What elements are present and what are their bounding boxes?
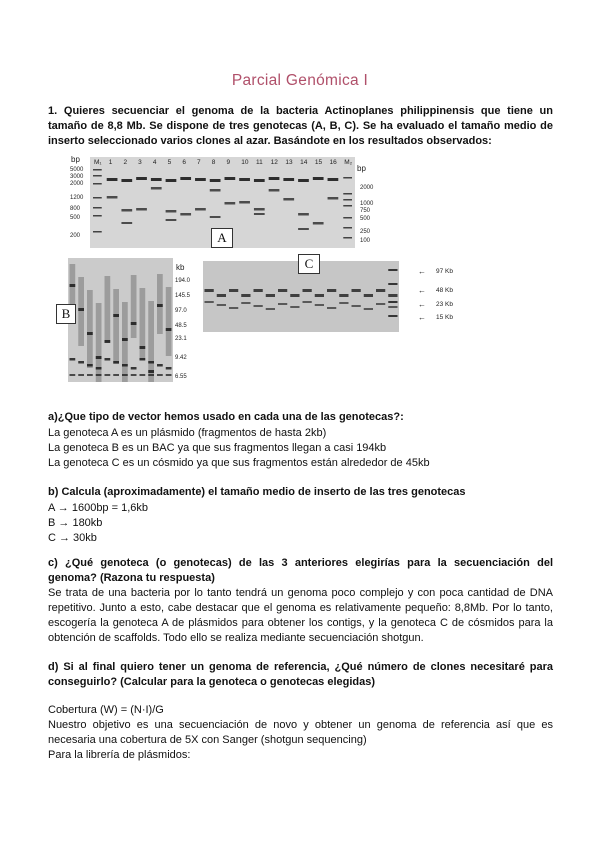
vector-band <box>388 306 397 308</box>
gel-b-image <box>68 258 173 382</box>
ladder-band <box>388 283 397 285</box>
answer-b-line: C → 30kb <box>48 532 97 544</box>
insert-band <box>364 294 373 297</box>
lane-label: 2 <box>123 159 128 166</box>
ladder-band <box>93 215 102 217</box>
question-c-line: genoma? (Razona tu respuesta) <box>48 572 215 584</box>
vector-band <box>278 303 287 305</box>
vector-band <box>151 178 162 181</box>
insert-band <box>180 213 191 216</box>
vector-band <box>166 367 172 370</box>
vector-band <box>96 367 102 370</box>
front-band <box>96 374 102 376</box>
size-marker-label: 500 <box>70 215 81 221</box>
vector-band <box>328 178 339 181</box>
insert-band <box>290 294 299 297</box>
size-marker-label: 2000 <box>70 181 84 187</box>
answer-d-line: necesaria una cobertura de 5X con Sanger (shotgun sequencing) <box>48 734 367 746</box>
ladder-band <box>388 269 397 271</box>
size-marker-label: 1000 <box>360 201 374 207</box>
ladder-band <box>93 183 102 185</box>
vector-band <box>225 177 236 180</box>
size-marker-label: 23 Kb <box>436 301 453 308</box>
insert-band <box>315 294 324 297</box>
vector-band <box>290 306 299 308</box>
lane-label: 13 <box>285 159 293 166</box>
vector-band <box>229 307 238 309</box>
answer-d-line: Nuestro objetivo es una secuenciación de novo y obtener un genoma de referencia así que es <box>48 719 553 731</box>
size-marker-label: 200 <box>70 233 81 239</box>
vector-band <box>283 178 294 181</box>
gel-a-left-unit: bp <box>71 155 80 164</box>
vector-band <box>266 308 275 310</box>
vector-band <box>303 301 312 303</box>
vector-band <box>315 304 324 306</box>
lane-label: 6 <box>182 159 186 166</box>
vector-band <box>157 364 163 367</box>
vector-band <box>254 305 263 307</box>
insert-band <box>166 219 177 221</box>
lane-smear <box>105 276 111 342</box>
size-marker-label: 23.1 <box>175 336 187 342</box>
vector-band <box>122 364 128 367</box>
question-1-line: 1. Quieres secuenciar el genoma de la bacteria Actinoplanes philippinensis que tiene un <box>48 105 553 117</box>
lane-smear <box>78 277 84 346</box>
answer-c-line: repetitivo. Junto a esto, cabe destacar que el genoma es relativamente pequeño: 8,8Mb. Por lo tanto, <box>48 602 553 614</box>
lane-label: 9 <box>226 159 231 166</box>
size-marker-label: 15 Kb <box>436 314 453 321</box>
lane-label: 8 <box>211 159 216 166</box>
insert-band <box>96 356 102 359</box>
lane-smear <box>113 289 119 364</box>
insert-band <box>303 289 312 292</box>
ladder-band <box>343 237 352 239</box>
insert-band <box>254 213 265 215</box>
front-band <box>70 374 76 376</box>
insert-band <box>327 289 336 292</box>
insert-band <box>269 189 280 192</box>
vector-band <box>131 367 137 370</box>
vector-band <box>195 178 206 181</box>
gel-a-label: A <box>211 228 233 248</box>
lane-smear <box>166 287 172 356</box>
lane-label: 1 <box>108 159 113 166</box>
answer-b-line: B → 180kb <box>48 517 103 529</box>
front-band <box>122 374 128 376</box>
question-c <box>48 556 553 646</box>
lane-smear <box>148 301 154 382</box>
insert-band <box>376 289 385 292</box>
insert-band <box>298 213 309 216</box>
size-marker-label: 48.5 <box>175 323 187 329</box>
gel-b-label: B <box>56 304 76 324</box>
lane-label: 10 <box>241 159 249 166</box>
insert-band <box>148 370 154 373</box>
vector-band <box>121 179 132 182</box>
front-band <box>131 374 137 376</box>
arrow-left-icon: ← <box>418 286 426 295</box>
ladder-band <box>388 301 397 303</box>
size-marker-label: 48 Kb <box>436 287 453 294</box>
lane-label: 14 <box>300 159 308 166</box>
insert-band <box>166 328 172 331</box>
ladder-band <box>93 197 102 199</box>
vector-band <box>364 308 373 310</box>
vector-band <box>217 304 226 306</box>
gel-a-right-unit: bp <box>357 164 366 173</box>
insert-band <box>122 338 128 341</box>
vector-band <box>148 361 154 364</box>
gel-b-unit: kb <box>176 263 185 272</box>
vector-band <box>205 301 214 303</box>
vector-band <box>105 358 111 361</box>
lane-smear <box>131 275 137 338</box>
lane-smear <box>140 288 146 360</box>
insert-band <box>113 314 119 317</box>
insert-band <box>166 210 177 213</box>
insert-band <box>225 202 236 205</box>
insert-band <box>210 216 221 218</box>
question-b <box>48 485 553 546</box>
ladder-band <box>343 205 352 207</box>
insert-band <box>136 208 147 211</box>
insert-band <box>239 201 250 204</box>
size-marker-label: 1200 <box>70 195 84 201</box>
ladder-band <box>93 207 102 209</box>
answer-b-line: A → 1600bp = 1,6kb <box>48 502 148 514</box>
arrow-left-icon: ← <box>418 300 426 309</box>
size-marker-label: 145.5 <box>175 293 191 299</box>
arrow-left-icon: ← <box>418 267 426 276</box>
vector-band <box>313 177 324 180</box>
question-1-line: tamaño de 8,8 Mb. Se dispone de tres genotecas (A, B, C). Se ha evaluado el tamaño medio de <box>48 120 553 132</box>
insert-band <box>140 346 146 349</box>
front-band <box>140 374 146 376</box>
vector-band <box>239 178 250 181</box>
question-d-line: conseguirlo? (Calcular para la genoteca o genotecas elegidas) <box>48 676 376 688</box>
vector-band <box>269 177 280 180</box>
question-a-text: a)¿Que tipo de vector hemos usado en cada una de las genotecas?: <box>48 411 404 423</box>
answer-a-line: La genoteca B es un BAC ya que sus fragmentos llegan a casi 194kb <box>48 442 387 454</box>
size-marker-label: 100 <box>360 238 371 244</box>
insert-band <box>107 196 118 199</box>
vector-band <box>376 303 385 305</box>
insert-band <box>266 294 275 297</box>
front-band <box>87 374 93 376</box>
insert-band <box>229 289 238 292</box>
lane-label: 12 <box>270 159 278 166</box>
lane-smear <box>87 290 93 368</box>
arrow-left-icon: ← <box>418 313 426 322</box>
ladder-band <box>343 227 352 229</box>
insert-band <box>241 294 250 297</box>
answer-a-line: La genoteca A es un plásmido (fragmentos de hasta 2kb) <box>48 427 327 439</box>
insert-band <box>205 289 214 292</box>
insert-band <box>339 294 348 297</box>
size-marker-label: 250 <box>360 229 371 235</box>
size-marker-label: 750 <box>360 208 371 214</box>
size-marker-label: 2000 <box>360 185 374 191</box>
formula: Cobertura (W) = (N·I)/G <box>48 704 164 716</box>
insert-band <box>105 340 111 343</box>
insert-band <box>352 289 361 292</box>
lane-label: 5 <box>167 159 172 166</box>
question-1 <box>48 104 553 149</box>
vector-band <box>87 364 93 367</box>
size-marker-label: 9.42 <box>175 355 187 361</box>
insert-band <box>151 187 162 190</box>
insert-band <box>210 189 221 192</box>
lane-smear <box>96 303 102 382</box>
size-marker-label: 5000 <box>70 167 84 173</box>
lane-label: 15 <box>314 159 323 166</box>
size-marker-label: 800 <box>70 206 81 212</box>
vector-band <box>140 358 146 361</box>
ladder-band <box>343 177 352 179</box>
front-band <box>166 374 172 376</box>
lane-label: 11 <box>255 159 263 166</box>
insert-band <box>78 308 84 311</box>
size-marker-label: 3000 <box>70 174 84 180</box>
lane-label: 7 <box>197 159 201 166</box>
gel-c-label: C <box>298 254 320 274</box>
insert-band <box>328 197 339 200</box>
lane-smear <box>122 302 128 382</box>
answer-c-line: escogería la genoteca A de plásmidos para obtener los contigs, y la genoteca C de cósmidos para la <box>48 617 553 629</box>
lane-label: M₁ <box>94 159 102 166</box>
size-marker-label: 194.0 <box>175 278 191 284</box>
answer-c-line: obtención de scaffolds. Todo ello se realiza mediante secuenciación shotgun. <box>48 632 424 644</box>
insert-band <box>70 284 76 287</box>
insert-band <box>157 304 163 307</box>
insert-band <box>195 208 206 211</box>
vector-band <box>254 179 265 182</box>
front-band <box>157 374 163 376</box>
vector-band <box>107 178 118 181</box>
ladder-band <box>343 199 352 201</box>
vector-band <box>298 179 309 182</box>
insert-band <box>121 222 132 224</box>
ladder-band <box>93 169 102 171</box>
question-b-text: b) Calcula (aproximadamente) el tamaño medio de inserto de las tres genotecas <box>48 486 466 498</box>
question-d <box>48 660 553 763</box>
insert-band <box>388 294 397 297</box>
front-band <box>148 374 154 376</box>
lane-label: 4 <box>152 159 157 166</box>
vector-band <box>136 177 147 180</box>
insert-band <box>298 228 309 230</box>
page-title: Parcial Genómica I <box>231 72 369 89</box>
lane-label: 3 <box>138 159 142 166</box>
size-marker-label: 97 Kb <box>436 268 453 275</box>
front-band <box>105 374 111 376</box>
vector-band <box>210 179 221 182</box>
ladder-band <box>93 175 102 177</box>
insert-band <box>254 289 263 292</box>
question-a <box>48 410 553 471</box>
vector-band <box>339 302 348 304</box>
question-c-line: c) ¿Qué genoteca (o genotecas) de las 3 anteriores elegirías para la secuenciación del <box>48 557 553 569</box>
insert-band <box>254 208 265 211</box>
answer-d-line: Para la librería de plásmidos: <box>48 749 191 761</box>
ladder-band <box>93 231 102 233</box>
size-marker-label: 97.0 <box>175 308 187 314</box>
question-a-prompt <box>48 410 553 425</box>
vector-band <box>180 177 191 180</box>
insert-band <box>121 209 132 212</box>
vector-band <box>113 361 119 364</box>
ladder-band <box>343 217 352 219</box>
vector-band <box>352 305 361 307</box>
question-1-line: inserto seleccionado varios clones al azar. Basándote en los resultados observados: <box>48 135 492 147</box>
vector-band <box>70 358 76 361</box>
ladder-band <box>343 193 352 195</box>
question-d-line: d) Si al final quiero tener un genoma de referencia, ¿Qué número de clones necesitaré para <box>48 661 553 673</box>
answer-a-line: La genoteca C es un cósmido ya que sus fragmentos están alrededor de 45kb <box>48 457 430 469</box>
front-band <box>113 374 119 376</box>
vector-band <box>166 179 177 182</box>
insert-band <box>313 222 324 225</box>
answer-c-line: Se trata de una bacteria por lo tanto tendrá un genoma poco complejo y con poca cantidad de DNA <box>48 587 553 599</box>
insert-band <box>131 322 137 325</box>
size-marker-label: 6.55 <box>175 374 187 380</box>
ladder-band <box>388 315 397 317</box>
insert-band <box>283 198 294 201</box>
front-band <box>78 374 84 376</box>
lane-label: M₂ <box>344 159 353 166</box>
insert-band <box>87 332 93 335</box>
size-marker-label: 500 <box>360 216 371 222</box>
insert-band <box>278 289 287 292</box>
insert-band <box>217 294 226 297</box>
vector-band <box>327 307 336 309</box>
vector-band <box>78 361 84 364</box>
lane-label: 16 <box>329 159 337 166</box>
vector-band <box>241 302 250 304</box>
